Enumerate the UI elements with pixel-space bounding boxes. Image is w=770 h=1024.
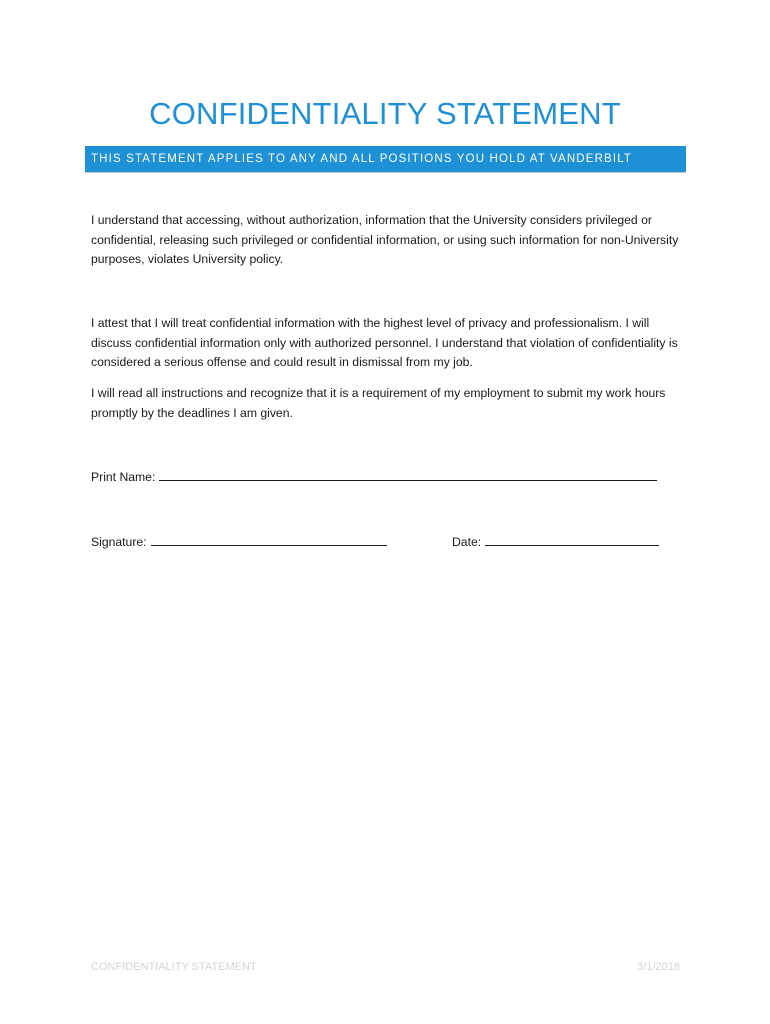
paragraph-policy: I understand that accessing, without authorization, information that the University considers privileged or confidential, releasing such privileged or confidential information, or using such information for non-University purposes, violates University policy.	[91, 213, 679, 266]
page-title: CONFIDENTIALITY STATEMENT	[149, 96, 621, 131]
footer-title: CONFIDENTIALITY STATEMENT	[91, 961, 257, 973]
paragraph-attestation: I attest that I will treat confidential information with the highest level of privacy and professionalism. I will discuss confidential information only with authorized personnel. I understand that violation of confidentiality is considered a serious offense and could result in dismissal from my job.	[91, 316, 678, 369]
date-label: Date:	[452, 535, 482, 549]
signature-field[interactable]	[151, 533, 387, 546]
paragraph-instructions: I will read all instructions and recognize that it is a requirement of my employment to submit my work hours promptly by the deadlines I am given.	[91, 386, 666, 420]
banner-text: THIS STATEMENT APPLIES TO ANY AND ALL POSITIONS YOU HOLD AT VANDERBILT	[91, 153, 633, 165]
statement-banner	[85, 146, 686, 172]
print-name-field[interactable]	[159, 468, 657, 481]
print-name-row	[91, 468, 657, 486]
date-field[interactable]	[485, 533, 659, 546]
footer-date: 3/1/2018	[637, 961, 680, 973]
signature-row	[91, 533, 387, 551]
print-name-label: Print Name:	[91, 470, 156, 484]
banner-divider	[85, 172, 686, 173]
date-row	[452, 533, 659, 551]
signature-label: Signature:	[91, 535, 147, 549]
